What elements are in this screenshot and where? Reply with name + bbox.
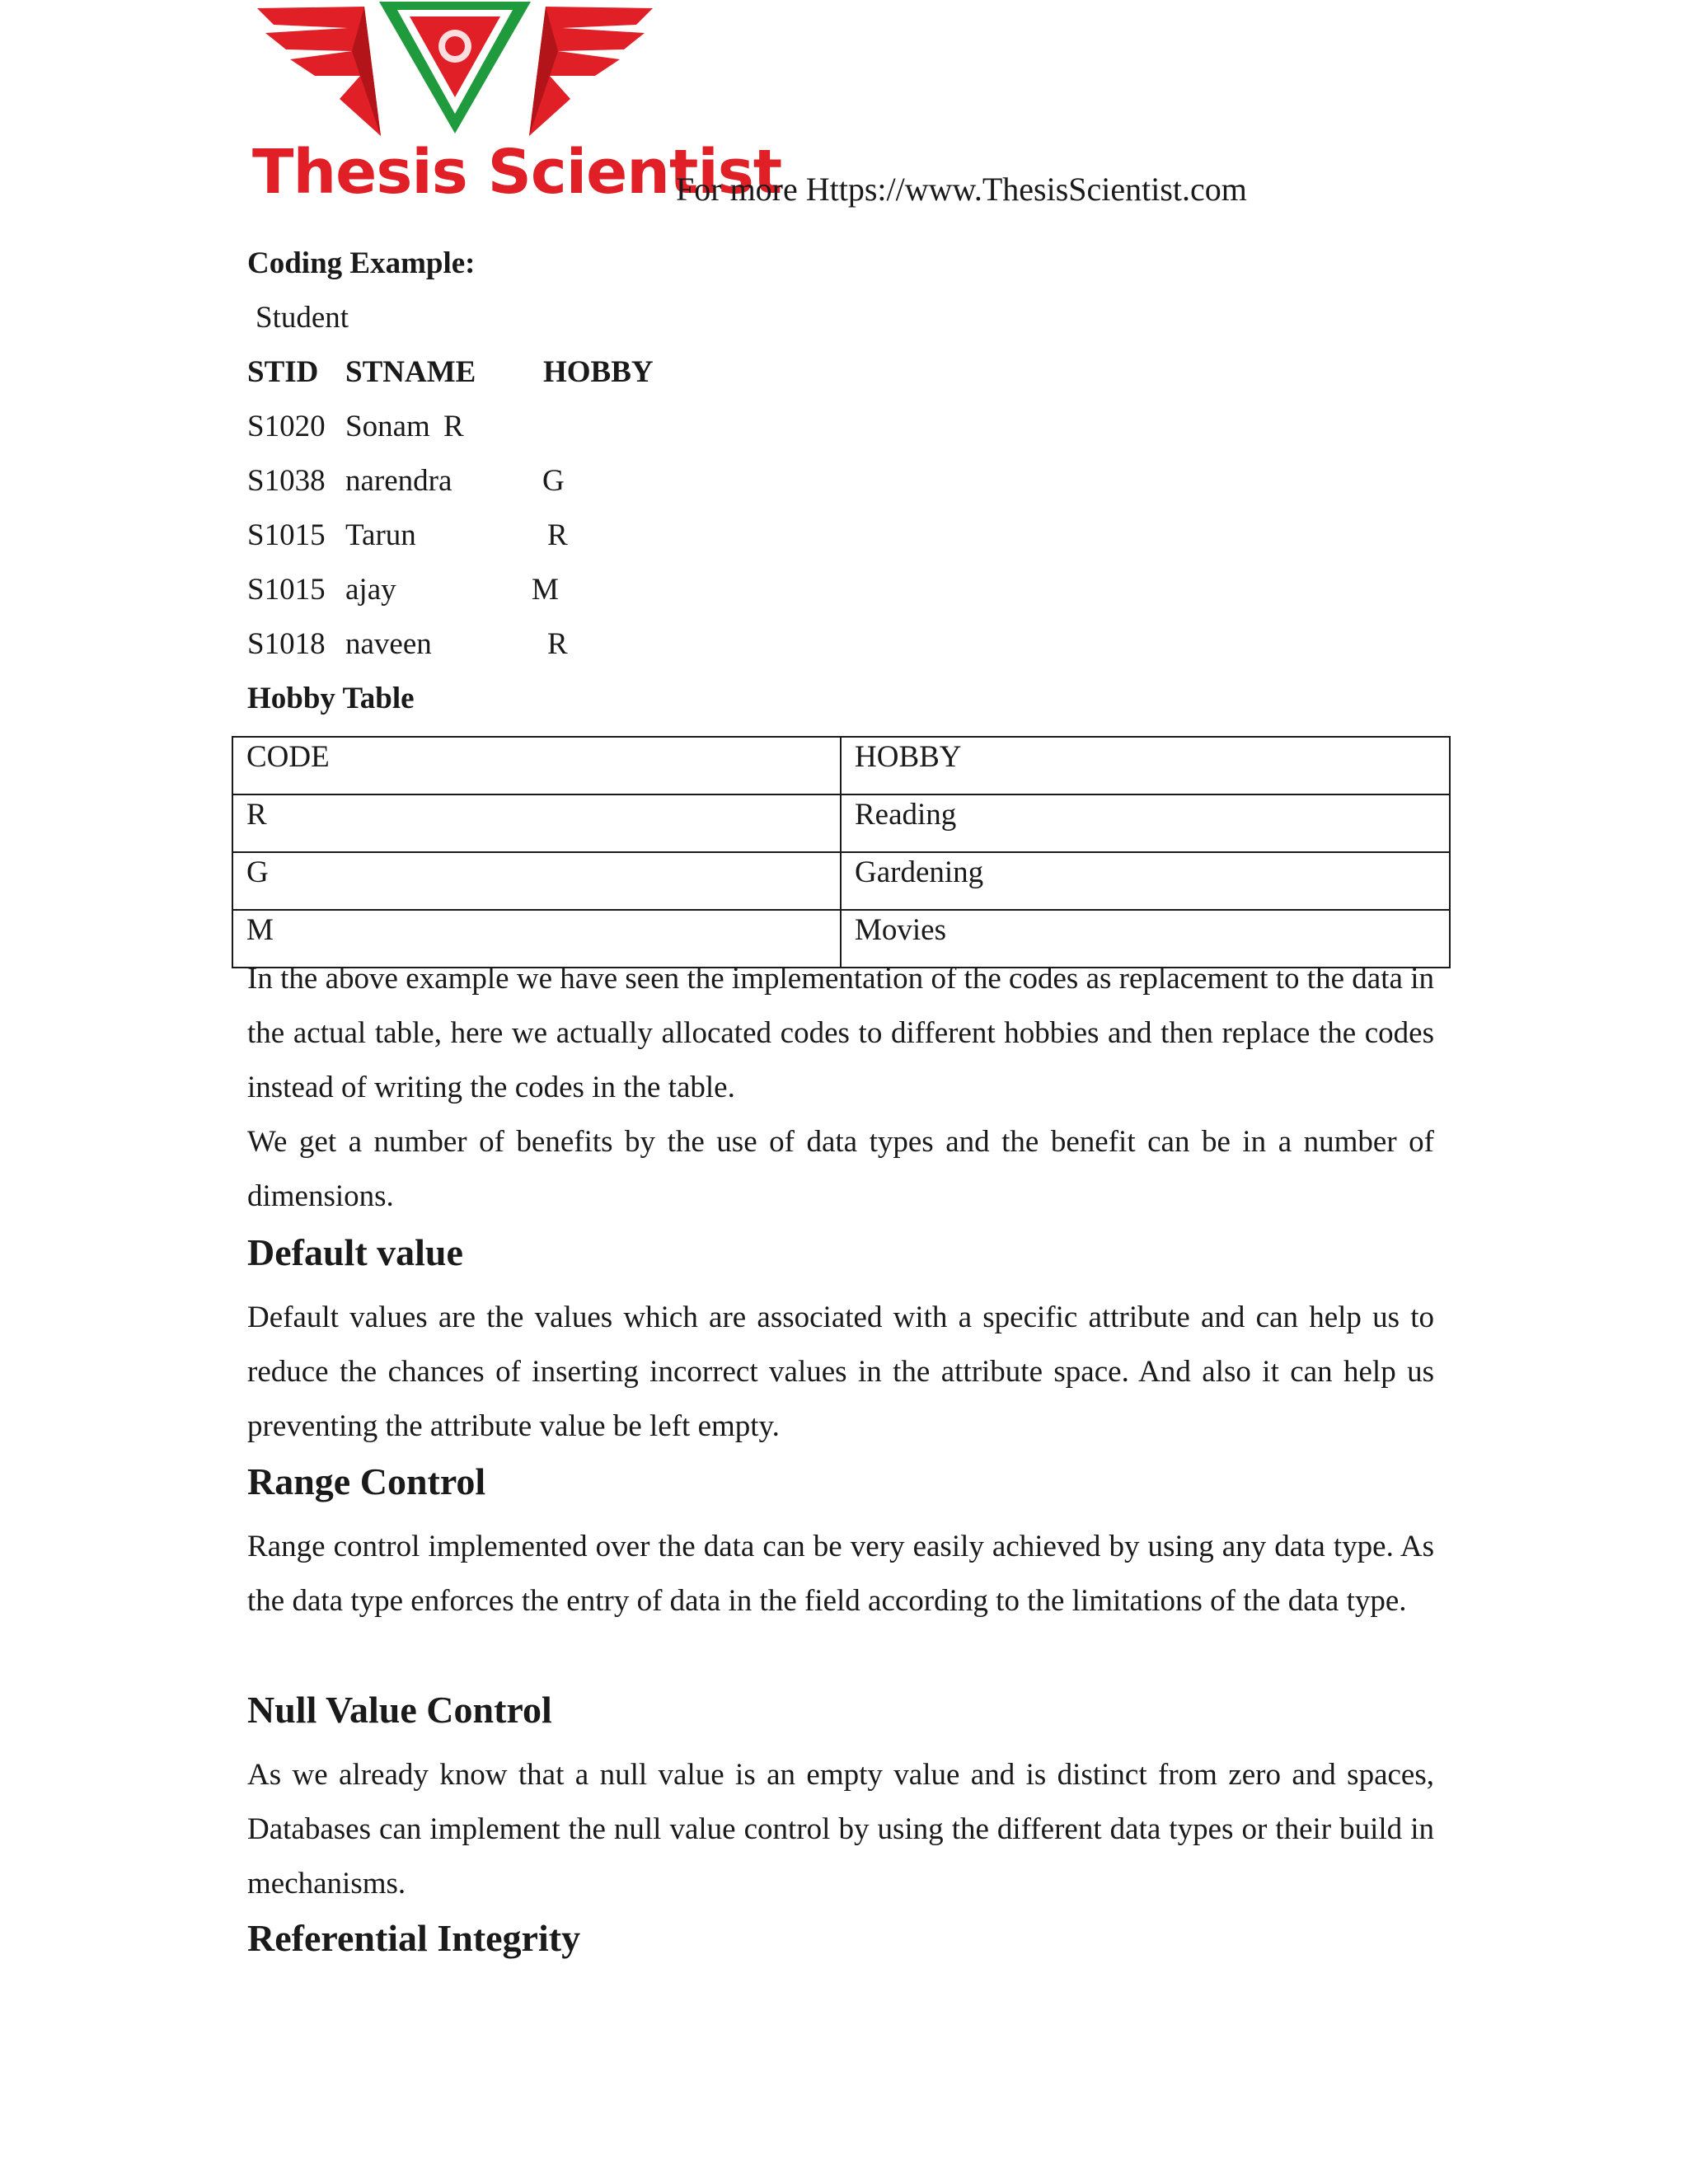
student-row-5-hobby: R (547, 627, 568, 661)
table-row (232, 852, 1450, 910)
student-row-5-stid: S1018 (247, 627, 326, 661)
student-row-1-hobby: R (443, 410, 464, 443)
section-body-range-control (247, 1520, 1434, 1629)
website-link[interactable]: For more Https://www.ThesisScientist.com (676, 171, 1247, 208)
section-heading-range-control: Range Control (247, 1460, 486, 1502)
column-stid: STID (247, 355, 319, 389)
hobby-code-cell: M (232, 910, 841, 968)
section-paragraph: Default values are the values which are associated with a specific attribute and can help us to reduce the chances of inserting incorrect values in the attribute space. And also it can help us preventing the attribute value be left empty. (247, 1301, 1434, 1443)
student-row-3-stid: S1015 (247, 518, 326, 552)
student-row-4-hobby: M (532, 573, 559, 607)
section-body-null-value-control (247, 1748, 1434, 1911)
hobby-name-cell: Reading (841, 794, 1450, 852)
student-row-2-stname: narendra (345, 464, 452, 498)
section-body-default-value (247, 1291, 1434, 1454)
student-table-name: Student (256, 301, 349, 335)
section-paragraph: Range control implemented over the data can be very easily achieved by using any data type. As the data type enforces the entry of data in the field according to the limitations of the data type. (247, 1530, 1434, 1618)
section-heading-default-value: Default value (247, 1231, 463, 1273)
student-row-1-stid: S1020 (247, 410, 326, 443)
table-row (232, 794, 1450, 852)
brand-name: Thesis Scientist (252, 137, 782, 208)
section-heading-null-value-control: Null Value Control (247, 1689, 552, 1731)
student-row-3-hobby: R (547, 518, 568, 552)
student-row-5-stname: naveen (345, 627, 432, 661)
hobby-table-header-hobby: HOBBY (841, 737, 1450, 794)
hobby-name-cell: Movies (841, 910, 1450, 968)
intro-text (247, 952, 1434, 1224)
table-row (232, 737, 1450, 794)
coding-example-title: Coding Example: (247, 246, 476, 280)
hobby-table-title: Hobby Table (247, 682, 415, 715)
hobby-name-cell: Gardening (841, 852, 1450, 910)
hobby-table (232, 736, 1451, 968)
student-row-4-stname: ajay (345, 573, 396, 607)
hobby-table-header-code: CODE (232, 737, 841, 794)
intro-paragraph-2: We get a number of benefits by the use of data types and the benefit can be in a number of dimensions. (247, 1125, 1434, 1213)
section-paragraph: As we already know that a null value is an empty value and is distinct from zero and spaces, Databases can implement the null value control by using the different data types or their build in mechanisms. (247, 1758, 1434, 1900)
column-stname: STNAME (345, 355, 476, 389)
section-heading-referential-integrity: Referential Integrity (247, 1917, 581, 1959)
hobby-code-cell: R (232, 794, 841, 852)
student-row-2-stid: S1038 (247, 464, 326, 498)
intro-paragraph-1: In the above example we have seen the implementation of the codes as replacement to the data in the actual table, here we actually allocated codes to different hobbies and then replace the codes instead of writing the codes in the table. (247, 962, 1434, 1104)
student-row-2-hobby: G (542, 464, 565, 498)
student-row-4-stid: S1015 (247, 573, 326, 607)
hobby-code-cell: G (232, 852, 841, 910)
student-row-1-stname: Sonam (345, 410, 430, 443)
column-hobby: HOBBY (543, 355, 654, 389)
student-row-3-stname: Tarun (345, 518, 416, 552)
